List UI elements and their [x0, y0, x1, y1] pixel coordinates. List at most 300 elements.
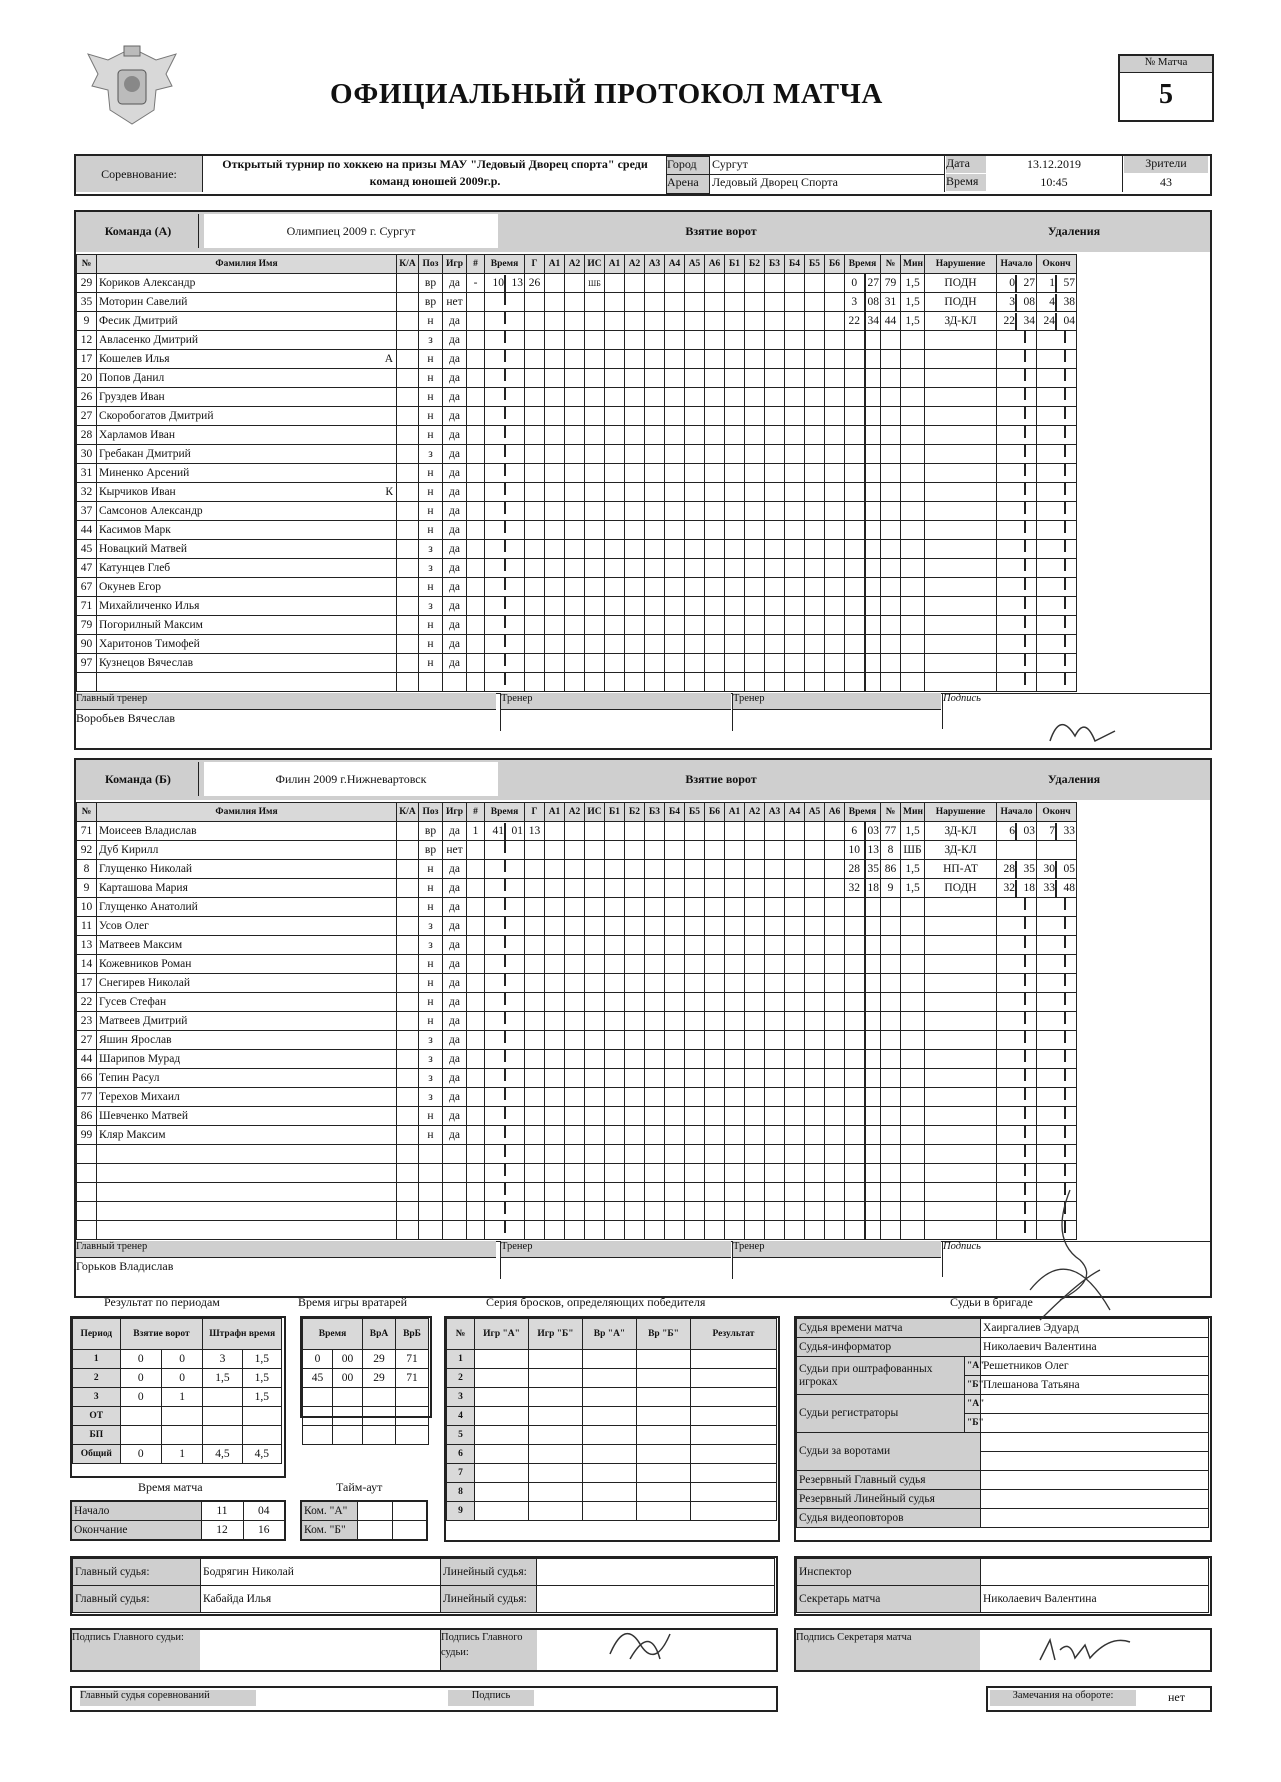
gk-b: 71 [396, 1350, 429, 1369]
player-name-text: Кориков Александр [99, 276, 196, 289]
player-number: 9 [77, 312, 97, 331]
player-name-text: Самсонов Александр [99, 504, 203, 517]
player-row [77, 673, 1077, 692]
goal-col-header: ИС [585, 803, 605, 822]
pen-start [997, 293, 1037, 312]
pen-end [1037, 274, 1077, 293]
player-played: да [443, 974, 467, 993]
period-name: 1 [73, 1350, 121, 1369]
player-ka [397, 1202, 419, 1221]
player-name-text: Скоробогатов Дмитрий [99, 409, 214, 422]
player-position: н [419, 312, 443, 331]
player-name-text: Дуб Кирилл [99, 843, 159, 856]
opp-col-header: Б1 [605, 803, 625, 822]
pen-end-min: 7 [1049, 824, 1056, 837]
player-number: 77 [77, 1088, 97, 1107]
player-played [443, 1221, 467, 1240]
player-row [77, 483, 1077, 502]
shootout-row [447, 1426, 777, 1445]
shootout-number: 2 [447, 1369, 475, 1388]
sign-label: Подпись [448, 1690, 534, 1706]
pen-start-sec: 35 [1015, 861, 1035, 878]
player-played: да [443, 312, 467, 331]
player-ka [397, 331, 419, 350]
player-name [97, 1088, 397, 1107]
pen-minutes: 1,5 [901, 822, 925, 841]
goal-time [485, 597, 525, 616]
player-position: з [419, 559, 443, 578]
player-ka [397, 464, 419, 483]
player-name [97, 1202, 397, 1221]
player-name-text: Касимов Марк [99, 523, 171, 536]
player-row [77, 841, 1077, 860]
period-pim-b [242, 1426, 281, 1445]
opp-col-header: А6 [825, 803, 845, 822]
period-row [73, 1445, 282, 1464]
pen-start-min: 28 [1003, 862, 1016, 875]
player-ka [397, 274, 419, 293]
gk-title: Время игры вратарей [298, 1295, 407, 1309]
period-row [73, 1369, 282, 1388]
player-position: н [419, 578, 443, 597]
player-played: да [443, 597, 467, 616]
secretary-signature [1030, 1630, 1140, 1670]
player-row [77, 1164, 1077, 1183]
timeout-title: Тайм-аут [336, 1480, 383, 1494]
period-pim-b: 4,5 [242, 1445, 281, 1464]
player-name-text: Матвеев Максим [99, 938, 183, 951]
player-number: 44 [77, 521, 97, 540]
player-name-text: Новацкий Матвей [99, 542, 188, 555]
opp-col-header: А2 [625, 255, 645, 274]
gk-row [303, 1350, 429, 1369]
player-played: да [443, 483, 467, 502]
pen-viol-header: Нарушение [925, 803, 997, 822]
pen-end-sec: 48 [1055, 880, 1075, 897]
player-number [77, 1221, 97, 1240]
player-row [77, 1050, 1077, 1069]
player-row [77, 1031, 1077, 1050]
player-name [97, 822, 397, 841]
competition: Открытый турнир по хоккею на призы МАУ "Ледовый Дворец спорта" среди команд юношей 2009г.р. [222, 157, 648, 188]
player-ka [397, 559, 419, 578]
player-position: з [419, 445, 443, 464]
player-number: 35 [77, 293, 97, 312]
chief-comp-label: Главный судья соревнований [80, 1690, 256, 1706]
player-position [419, 1221, 443, 1240]
player-number: 47 [77, 559, 97, 578]
player-number: 44 [77, 1050, 97, 1069]
no-header: № [77, 803, 97, 822]
goal-col-header: Время [485, 803, 525, 822]
period-pim-b: 1,5 [242, 1369, 281, 1388]
player-played: да [443, 860, 467, 879]
player-name-text: Кляр Максим [99, 1128, 166, 1141]
head-coach-label: Главный тренер [76, 1241, 496, 1258]
player-number [77, 1202, 97, 1221]
player-row [77, 426, 1077, 445]
goal-time [485, 993, 525, 1012]
goal-time [485, 293, 525, 312]
pen-violation: ПОДН [925, 879, 997, 898]
player-row [77, 312, 1077, 331]
player-row [77, 331, 1077, 350]
shootout-title: Серия бросков, определяющих победителя [486, 1295, 706, 1309]
opp-col-header: Б6 [705, 803, 725, 822]
player-position: н [419, 388, 443, 407]
player-position: н [419, 898, 443, 917]
player-played: да [443, 540, 467, 559]
player-number: 20 [77, 369, 97, 388]
opp-col-header: Б4 [665, 803, 685, 822]
player-name-text: Глущенко Николай [99, 862, 193, 875]
period-goals-b [161, 1426, 202, 1445]
player-row [77, 293, 1077, 312]
player-row [77, 936, 1077, 955]
shootout-header: Игр "Б" [529, 1319, 583, 1350]
pen-player: 79 [881, 274, 901, 293]
pen-minutes: 1,5 [901, 312, 925, 331]
goal-sec: 01 [504, 823, 523, 840]
shootout-row [447, 1502, 777, 1521]
goal-time [485, 1069, 525, 1088]
player-name [97, 1145, 397, 1164]
player-position: вр [419, 841, 443, 860]
goal-time [485, 578, 525, 597]
start-hour: 11 [201, 1501, 243, 1521]
player-ka [397, 1069, 419, 1088]
date-label: Дата [946, 156, 986, 173]
player-name [97, 502, 397, 521]
timekeeper: Хаиргалиев Эдуард [981, 1319, 1209, 1338]
player-name-text: Попов Данил [99, 371, 165, 384]
shootout-row [447, 1369, 777, 1388]
goal-time [485, 274, 525, 293]
player-ka [397, 578, 419, 597]
player-ka [397, 936, 419, 955]
page-title: ОФИЦИАЛЬНЫЙ ПРОТОКОЛ МАТЧА [330, 78, 883, 110]
shootout-number: 1 [447, 1350, 475, 1369]
name-header: Фамилия Имя [97, 803, 397, 822]
player-row [77, 1145, 1077, 1164]
shootout-number: 6 [447, 1445, 475, 1464]
player-ka [397, 350, 419, 369]
opp-col-header: А5 [805, 803, 825, 822]
pos-header: Поз [419, 255, 443, 274]
player-position: вр [419, 293, 443, 312]
pen-no-header: № [881, 803, 901, 822]
captain-mark: А [384, 352, 393, 365]
player-name [97, 464, 397, 483]
pen-min: 32 [845, 879, 865, 898]
player-number [77, 1164, 97, 1183]
player-row [77, 917, 1077, 936]
penalty-judge-b: Плешанова Татьяна [981, 1376, 1209, 1395]
player-ka [397, 1050, 419, 1069]
goal-time [485, 635, 525, 654]
gk-sec: 00 [333, 1369, 363, 1388]
goal-col-header: Г [525, 255, 545, 274]
referee1: Бодрягин Николай [201, 1559, 441, 1586]
player-ka [397, 673, 419, 692]
goal-time [485, 502, 525, 521]
goal-time [485, 369, 525, 388]
goal-number: - [467, 274, 485, 293]
shootout-number: 8 [447, 1483, 475, 1502]
pen-end [1037, 879, 1077, 898]
goal-time [485, 936, 525, 955]
player-row [77, 1126, 1077, 1145]
played-header: Игр [443, 803, 467, 822]
period-pim-b: 1,5 [242, 1388, 281, 1407]
timekeeper-label: Судья времени матча [797, 1319, 981, 1338]
opp-col-header: Б1 [725, 255, 745, 274]
player-played [443, 673, 467, 692]
player-ka [397, 502, 419, 521]
pen-minutes: 1,5 [901, 860, 925, 879]
shootout-row [447, 1350, 777, 1369]
period-pim-a: 4,5 [203, 1445, 242, 1464]
player-name-text: Кожевников Роман [99, 957, 192, 970]
player-name [97, 955, 397, 974]
player-name [97, 407, 397, 426]
player-ka [397, 312, 419, 331]
goals-col-header: Взятие ворот [120, 1319, 203, 1350]
player-name [97, 597, 397, 616]
player-played: да [443, 822, 467, 841]
player-name-text: Авласенко Дмитрий [99, 333, 199, 346]
coach2-label: Тренер [732, 1241, 941, 1258]
pen-violation: ЗД-КЛ [925, 841, 997, 860]
goal-time [485, 1050, 525, 1069]
pen-end-min: 30 [1043, 862, 1056, 875]
player-ka [397, 1145, 419, 1164]
player-name [97, 312, 397, 331]
gk-min: 45 [303, 1369, 333, 1388]
period-goals-a: 0 [120, 1388, 161, 1407]
goal-sec: 13 [504, 275, 523, 292]
pen-min-header: Мин [901, 803, 925, 822]
player-position: н [419, 502, 443, 521]
match-number-label: № Матча [1120, 56, 1212, 73]
start-min: 04 [243, 1501, 285, 1521]
player-position: н [419, 426, 443, 445]
penalties-header: Удаления [1047, 772, 1101, 786]
player-name-text: Миненко Арсений [99, 466, 190, 479]
player-ka [397, 407, 419, 426]
player-row [77, 1012, 1077, 1031]
period-goals-a [120, 1426, 161, 1445]
player-name-text: Шарипов Мурад [99, 1052, 181, 1065]
player-position: н [419, 1107, 443, 1126]
pen-start [997, 841, 1037, 860]
opp-col-header: Б3 [765, 255, 785, 274]
period-goals-b: 0 [161, 1369, 202, 1388]
player-number: 31 [77, 464, 97, 483]
player-played: да [443, 936, 467, 955]
player-name [97, 1069, 397, 1088]
player-number: 10 [77, 898, 97, 917]
player-played: да [443, 426, 467, 445]
player-row [77, 369, 1077, 388]
player-name [97, 879, 397, 898]
player-name-text: Харламов Иван [99, 428, 176, 441]
opp-col-header: Б6 [825, 255, 845, 274]
player-played: да [443, 993, 467, 1012]
player-played: да [443, 898, 467, 917]
player-ka [397, 597, 419, 616]
pim-col-header: Штрафн время [203, 1319, 282, 1350]
shootout-header: № [447, 1319, 475, 1350]
opp-col-header: А3 [765, 803, 785, 822]
player-name [97, 654, 397, 673]
player-name [97, 1126, 397, 1145]
player-position: н [419, 1126, 443, 1145]
goal-time [485, 1183, 525, 1202]
goal-time [485, 654, 525, 673]
player-ka [397, 616, 419, 635]
referee2: Кабайда Илья [201, 1586, 441, 1613]
player-ka [397, 974, 419, 993]
secretary: Николаевич Валентина [981, 1586, 1209, 1613]
referee2-label: Главный судья: [73, 1586, 201, 1613]
player-played: нет [443, 841, 467, 860]
goal-min: 10 [492, 276, 504, 289]
player-played: да [443, 879, 467, 898]
opp-col-header: Б3 [645, 803, 665, 822]
pen-start [997, 822, 1037, 841]
player-number: 29 [77, 274, 97, 293]
opp-col-header: А1 [605, 255, 625, 274]
player-name [97, 1164, 397, 1183]
player-ka [397, 917, 419, 936]
pen-start-min: 32 [1003, 881, 1016, 894]
player-name-text: Тепин Расул [99, 1071, 160, 1084]
goal-col-header: # [467, 255, 485, 274]
signature-label: Подпись [942, 1241, 1209, 1277]
player-row [77, 407, 1077, 426]
pen-min: 10 [845, 841, 865, 860]
goal-time [485, 388, 525, 407]
period-goals-b: 1 [161, 1388, 202, 1407]
pen-start-sec: 08 [1015, 294, 1035, 311]
shootout-number: 7 [447, 1464, 475, 1483]
goal-col-header: А1 [545, 803, 565, 822]
player-number: 86 [77, 1107, 97, 1126]
pen-start-min: 22 [1003, 314, 1016, 327]
goal-time [485, 1012, 525, 1031]
goal-col-header: ИС [585, 255, 605, 274]
player-row [77, 350, 1077, 369]
player-ka [397, 1126, 419, 1145]
player-played [443, 1202, 467, 1221]
pen-minutes: 1,5 [901, 274, 925, 293]
referee1-label: Главный судья: [73, 1559, 201, 1586]
pen-end-min: 24 [1043, 314, 1056, 327]
pen-start-min: 3 [1009, 295, 1016, 308]
player-position: н [419, 654, 443, 673]
captain-mark: К [385, 485, 393, 498]
player-number: 17 [77, 974, 97, 993]
player-played: да [443, 407, 467, 426]
player-played: да [443, 1050, 467, 1069]
penalty-judge-a: Решетников Олег [981, 1357, 1209, 1376]
player-ka [397, 1031, 419, 1050]
period-name: 3 [73, 1388, 121, 1407]
end-hour: 12 [201, 1521, 243, 1541]
player-number: 8 [77, 860, 97, 879]
player-position: н [419, 993, 443, 1012]
player-name-text: Фесик Дмитрий [99, 314, 178, 327]
player-position: н [419, 955, 443, 974]
player-ka [397, 445, 419, 464]
player-played: да [443, 369, 467, 388]
player-number: 99 [77, 1126, 97, 1145]
inspector-label: Инспектор [797, 1559, 981, 1586]
player-ka [397, 1107, 419, 1126]
shootout-header: Игр "А" [475, 1319, 529, 1350]
pen-time-header: Время [845, 803, 881, 822]
player-name [97, 274, 397, 293]
goal-time [485, 350, 525, 369]
goal-time [485, 822, 525, 841]
player-name-text: Моисеев Владислав [99, 824, 197, 837]
player-row [77, 540, 1077, 559]
gk-row [303, 1369, 429, 1388]
penalties-header: Удаления [1047, 224, 1101, 238]
player-played: да [443, 1069, 467, 1088]
player-name [97, 483, 397, 502]
goal-time [485, 426, 525, 445]
player-position: вр [419, 822, 443, 841]
goal-time [485, 559, 525, 578]
player-position: н [419, 616, 443, 635]
opp-col-header: Б5 [685, 803, 705, 822]
goal-a1 [545, 274, 565, 293]
player-name [97, 388, 397, 407]
arena: Ледовый Дворец Спорта [712, 175, 838, 189]
player-row [77, 1088, 1077, 1107]
secretary-label: Секретарь матча [797, 1586, 981, 1613]
player-name-text: Карташова Мария [99, 881, 188, 894]
goal-time [485, 1031, 525, 1050]
player-played [443, 1145, 467, 1164]
pen-end-header: Оконч [1037, 803, 1077, 822]
goal-scorer: 13 [525, 822, 545, 841]
pen-player: 86 [881, 860, 901, 879]
end-min: 16 [243, 1521, 285, 1541]
player-number: 79 [77, 616, 97, 635]
player-ka [397, 540, 419, 559]
player-name-text: Харитонов Тимофей [99, 637, 200, 650]
player-played: да [443, 578, 467, 597]
pen-start [997, 274, 1037, 293]
player-row [77, 521, 1077, 540]
player-played: да [443, 388, 467, 407]
pen-start-sec: 03 [1015, 823, 1035, 840]
time-label: Время [946, 174, 986, 191]
player-position [419, 1164, 443, 1183]
player-name [97, 578, 397, 597]
penalty-judges-label: Судьи при оштрафованных игроках [797, 1357, 965, 1395]
pen-start [997, 860, 1037, 879]
pen-violation: ЗД-КЛ [925, 822, 997, 841]
pen-violation: НП-АТ [925, 860, 997, 879]
player-played: да [443, 502, 467, 521]
pen-player: 9 [881, 879, 901, 898]
period-pim-a: 3 [203, 1350, 242, 1369]
player-row [77, 388, 1077, 407]
